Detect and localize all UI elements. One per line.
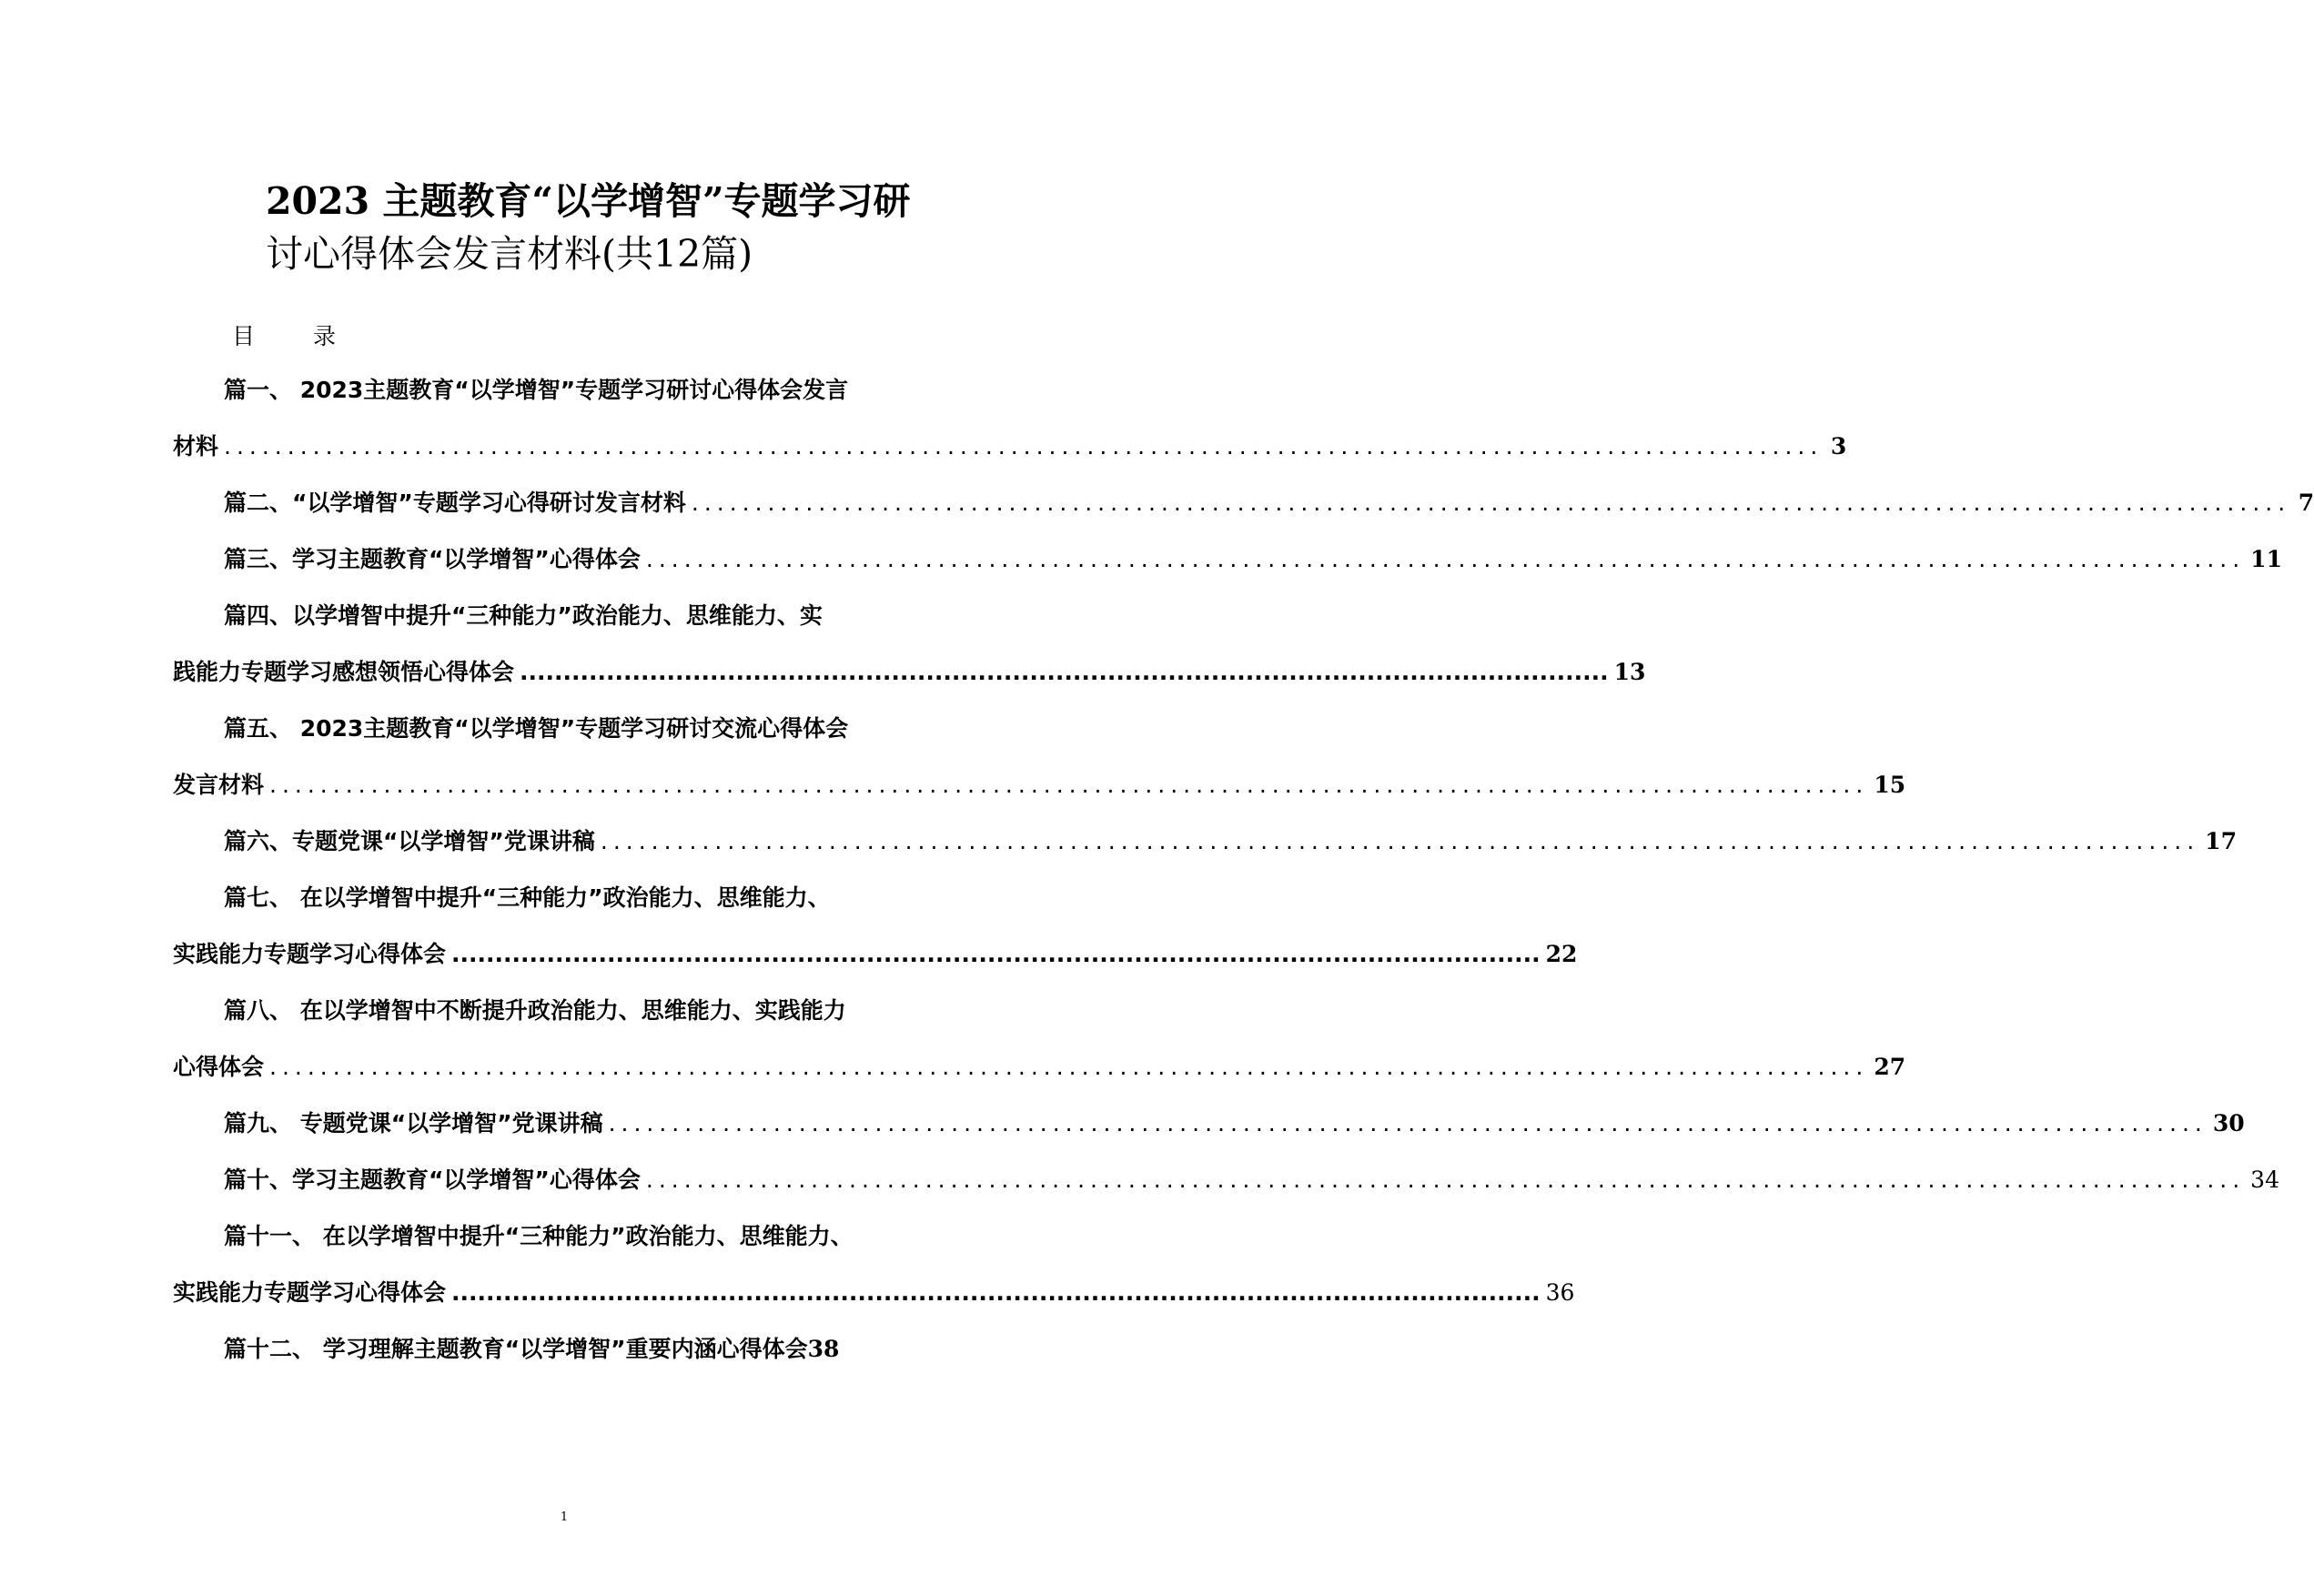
toc-entry-8-title: 篇八、 在以学增智中不断提升政治能力、思维能力、实践能力 — [224, 997, 846, 1024]
toc-entry-8-line-1[interactable] — [173, 983, 957, 1039]
toc-entry-3-page: 11 — [2250, 546, 2282, 572]
toc-entry-10-title: 篇十、学习主题教育“以学增智”心得体会 — [224, 1167, 641, 1193]
toc-entry-4-line-2[interactable] — [173, 644, 1646, 701]
toc-entry-7-page: 22 — [1545, 941, 1578, 967]
page-number: 1 — [560, 1510, 569, 1524]
toc-entry-11-title-cont: 实践能力专题学习心得体会 — [173, 1279, 447, 1306]
toc-heading: 目 录 — [232, 323, 361, 349]
table-of-contents — [173, 362, 2314, 1378]
dot-leader: .............................................................................................................................. — [520, 659, 1609, 685]
toc-entry-10-page: 34 — [2250, 1167, 2279, 1193]
dot-leader: .............................................................................................................................. — [451, 941, 1541, 967]
toc-entry-11-page: 36 — [1545, 1279, 1575, 1306]
toc-entry-7-title: 篇七、 在以学增智中提升“三种能力”政治能力、思维能力、 — [224, 884, 831, 911]
dot-leader: .............................................................................................................................. — [608, 1110, 2208, 1136]
toc-entry-1-page: 3 — [1830, 433, 1847, 460]
toc-entry-1-line-2[interactable] — [173, 419, 1847, 475]
toc-entry-9-title: 篇九、 专题党课“以学增智”党课讲稿 — [224, 1110, 603, 1136]
toc-entry-12-title: 篇十二、 学习理解主题教育“以学增智”重要内涵心得体会 — [224, 1336, 808, 1362]
dot-leader: .............................................................................................................................. — [451, 1279, 1541, 1306]
toc-entry-12-page: 38 — [807, 1336, 840, 1362]
toc-entry-5-line-1[interactable] — [173, 701, 957, 757]
toc-entry-3-title: 篇三、学习主题教育“以学增智”心得体会 — [224, 546, 641, 572]
toc-entry-4-title: 篇四、以学增智中提升“三种能力”政治能力、思维能力、实 — [224, 602, 823, 629]
toc-entry-4-title-cont: 践能力专题学习感想领悟心得体会 — [173, 659, 515, 685]
dot-leader: .............................................................................................................................. — [600, 828, 2200, 854]
toc-entry-6-title: 篇六、专题党课“以学增智”党课讲稿 — [224, 828, 595, 854]
dot-leader: .............................................................................................................................. — [269, 1054, 1869, 1080]
document-title — [266, 175, 1085, 280]
toc-entry-3[interactable] — [173, 531, 2282, 588]
toc-entry-11-line-2[interactable] — [173, 1265, 1575, 1321]
toc-entry-4-line-1[interactable] — [173, 588, 957, 644]
toc-entry-5-line-2[interactable] — [173, 757, 1906, 813]
toc-entry-7-line-1[interactable] — [173, 870, 957, 926]
toc-entry-1-title-cont: 材料 — [173, 433, 219, 460]
dot-leader: .............................................................................................................................. — [269, 772, 1869, 798]
toc-entry-11-line-1[interactable] — [173, 1208, 957, 1265]
toc-entry-8-page: 27 — [1874, 1054, 1906, 1080]
toc-entry-6[interactable] — [173, 813, 2237, 870]
toc-entry-2-title: 篇二、“以学增智”专题学习心得研讨发言材料 — [224, 490, 686, 516]
toc-entry-1-title: 篇一、 2023主题教育“以学增智”专题学习研讨心得体会发言 — [224, 377, 849, 403]
toc-entry-5-page: 15 — [1874, 772, 1906, 798]
toc-entry-4-page: 13 — [1613, 659, 1646, 685]
toc-entry-1-line-1[interactable] — [173, 362, 957, 419]
title-line-2: 讨心得体会发言材料(共12篇) — [266, 232, 753, 276]
toc-entry-5-title: 篇五、 2023主题教育“以学增智”专题学习研讨交流心得体会 — [224, 715, 849, 742]
dot-leader: .............................................................................................................................. — [691, 490, 2291, 516]
toc-entry-5-title-cont: 发言材料 — [173, 772, 265, 798]
toc-entry-10[interactable] — [173, 1152, 2279, 1208]
toc-entry-8-line-2[interactable] — [173, 1039, 1906, 1096]
toc-entry-2[interactable] — [173, 475, 2314, 531]
toc-entry-2-page: 7 — [2298, 490, 2314, 516]
toc-entry-6-page: 17 — [2205, 828, 2237, 854]
toc-entry-9[interactable] — [173, 1096, 2245, 1152]
title-line-1: 2023 主题教育“以学增智”专题学习研 — [266, 179, 911, 223]
dot-leader: .............................................................................................................................. — [224, 433, 1824, 460]
toc-entry-8-title-cont: 心得体会 — [173, 1054, 265, 1080]
dot-leader: .............................................................................................................................. — [645, 1167, 2246, 1193]
toc-entry-12[interactable] — [173, 1321, 957, 1378]
toc-entry-7-title-cont: 实践能力专题学习心得体会 — [173, 941, 447, 967]
toc-entry-7-line-2[interactable] — [173, 926, 1578, 983]
dot-leader: .............................................................................................................................. — [645, 546, 2246, 572]
toc-entry-11-title: 篇十一、 在以学增智中提升“三种能力”政治能力、思维能力、 — [224, 1223, 854, 1249]
toc-entry-9-page: 30 — [2212, 1110, 2245, 1136]
